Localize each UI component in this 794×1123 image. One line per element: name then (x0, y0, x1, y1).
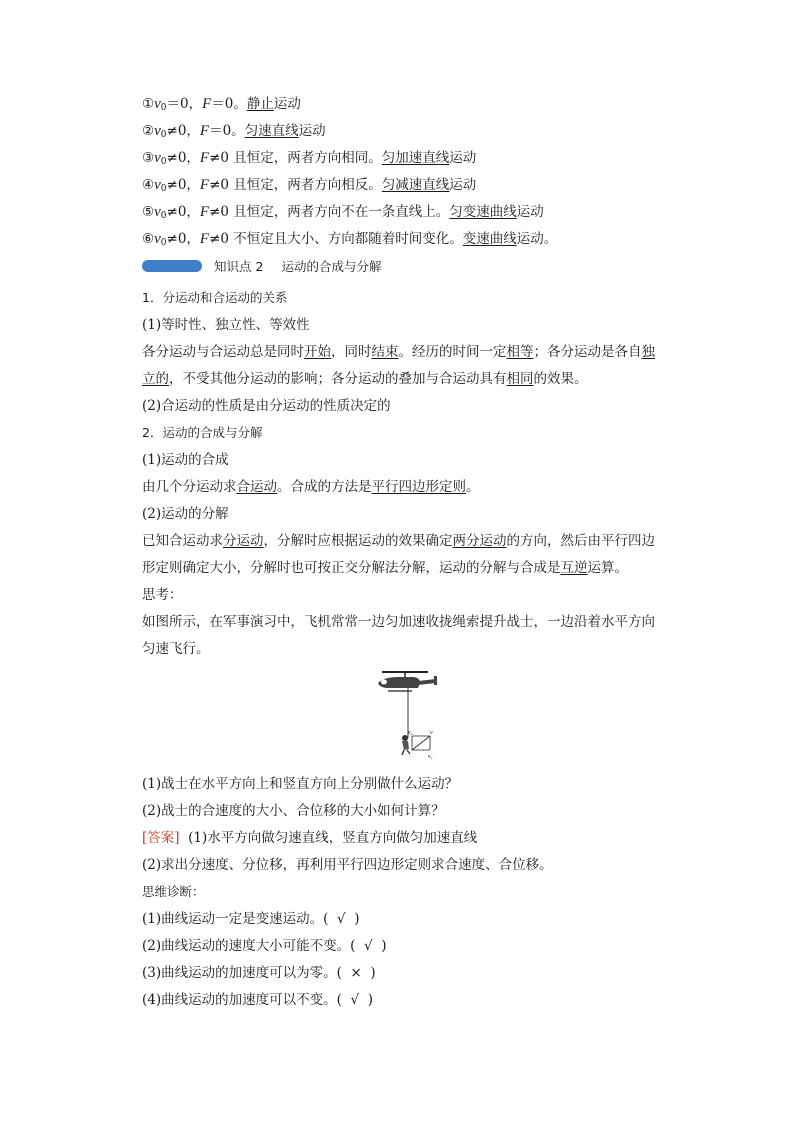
f-relation: ≠0 且恒定， (209, 204, 288, 220)
answer-underlined: 分运动 (223, 533, 264, 549)
check-mark: √ (363, 938, 373, 954)
condition-tail: 运动 (273, 96, 301, 112)
v-symbol: v (154, 231, 161, 247)
answer-underlined: 结束 (371, 344, 399, 360)
text: ，分解时应根据运动的效果确定 (263, 533, 453, 549)
paragraph-line (142, 340, 655, 364)
think-label: 思考： (142, 587, 183, 603)
question-2: (2)战士的合速度的大小、合位移的大小如何计算？ (142, 803, 445, 819)
answer-underlined: 匀减速直线 (381, 177, 450, 193)
v-relation: ≠0， (166, 150, 200, 166)
v-relation: ≠0， (166, 231, 200, 247)
f-symbol: F (199, 231, 210, 247)
condition-tail: 运动 (298, 123, 326, 139)
text: 已知合运动求 (142, 533, 223, 549)
text: 。 (466, 479, 480, 495)
answer-underlined: 互逆 (560, 560, 588, 576)
paragraph-line (142, 475, 480, 499)
answer-underlined: 匀加速直线 (381, 150, 450, 166)
section-heading-2: 2．运动的合成与分解 (142, 425, 263, 440)
answer-label: [答案] (142, 830, 180, 846)
text: ，同时 (331, 344, 372, 360)
text: (2)曲线运动的速度大小可能不变。( (142, 938, 356, 954)
text: 形定则确定大小，分解时也可按正交分解法分解，运动的分解与合成是 (142, 560, 561, 576)
answer-text: (1)水平方向做匀速直线，竖直方向做匀加速直线 (188, 830, 478, 846)
check-mark: √ (336, 911, 346, 927)
f-symbol: F (199, 123, 210, 139)
v-symbol: v (154, 177, 161, 193)
text: (3)曲线运动的加速度可以为零。( (142, 965, 342, 981)
v-subscript: 0 (160, 238, 167, 248)
answer-line (142, 826, 477, 850)
condition-line-6 (142, 227, 557, 251)
f-symbol: F (202, 96, 212, 112)
text: ) (354, 911, 360, 927)
list-marker: ⑤ (142, 204, 155, 220)
subheading: (2)运动的分解 (142, 506, 229, 522)
diagnosis-item (142, 907, 359, 931)
text: 。经历的时间一定 (398, 344, 507, 360)
v-subscript: 0 (160, 103, 167, 113)
list-marker: ② (142, 123, 155, 139)
condition-tail: 运动。 (516, 231, 558, 247)
paragraph-line: 匀速飞行。 (142, 641, 210, 657)
helicopter-soldier-figure (368, 666, 440, 764)
answer-underlined: 立的 (142, 371, 169, 387)
condition-text: 两者方向相同。 (287, 150, 382, 166)
f-relation: ≠0 且恒定， (209, 177, 288, 193)
v-symbol: v (154, 204, 161, 220)
diagnosis-item (142, 961, 376, 985)
condition-tail: 运动 (449, 150, 477, 166)
knowledge-point-bar (142, 260, 202, 272)
answer-underlined: 匀速直线 (244, 123, 299, 139)
answer-underlined: 独 (641, 344, 655, 360)
helicopter-icon (378, 672, 437, 691)
f-symbol: F (199, 150, 210, 166)
answer-underlined: 匀变速曲线 (449, 204, 517, 220)
v-relation: ≠0， (166, 204, 200, 220)
text: 的方向，然后由平行四边 (506, 533, 655, 549)
v-symbol: v (154, 150, 161, 166)
v-relation: ≠0， (166, 123, 200, 139)
text: ) (381, 938, 387, 954)
soldier-icon (402, 735, 410, 755)
cross-mark: × (350, 965, 362, 981)
answer-underlined: 两分运动 (452, 533, 507, 549)
text: 由几个分运动求 (142, 479, 237, 495)
condition-tail: 运动 (516, 204, 544, 220)
v-relation: ＝0， (166, 96, 203, 112)
knowledge-point-heading (214, 256, 381, 278)
text: 。合成的方法是 (277, 479, 372, 495)
subheading: (1)运动的合成 (142, 452, 229, 468)
text: ) (367, 992, 373, 1008)
answer-underlined: 相等 (506, 344, 534, 360)
label-v1: v₁ (428, 754, 433, 760)
check-mark: √ (350, 992, 360, 1008)
subheading: (1)等时性、独立性、等效性 (142, 317, 310, 333)
paragraph-line (142, 367, 588, 391)
text: ，不受其他分运动的影响；各分运动的叠加与合运动具有 (169, 371, 507, 387)
label-v2: v₂ (408, 730, 413, 736)
v-subscript: 0 (160, 130, 167, 140)
list-marker: ① (142, 96, 155, 112)
condition-line-2 (142, 119, 326, 143)
diagnosis-label: 思维诊断： (142, 884, 205, 899)
answer-underlined: 相同 (506, 371, 534, 387)
condition-text: 两者方向不在一条直线上。 (287, 204, 450, 220)
v-subscript: 0 (160, 184, 167, 194)
paragraph-line: 如图所示，在军事演习中，飞机常常一边匀加速收拢绳索提升战士，一边沿着水平方向 (142, 614, 655, 630)
condition-line-3 (142, 146, 476, 170)
f-symbol: F (199, 177, 210, 193)
f-relation: ≠0 不恒定且大小、方向都随着时间变化。 (209, 231, 463, 247)
diagnosis-item (142, 988, 373, 1012)
text: ) (370, 965, 376, 981)
condition-line-4 (142, 173, 476, 197)
text: 各分运动与合运动总是同时 (142, 344, 304, 360)
answer-underlined: 平行四边形定则 (371, 479, 466, 495)
label-v: v (430, 730, 433, 736)
v-subscript: 0 (160, 157, 167, 167)
text: 运算。 (587, 560, 628, 576)
velocity-diagram (408, 730, 433, 760)
answer-line: (2)求出分速度、分位移，再利用平行四边形定则求合速度、合位移。 (142, 857, 553, 873)
list-marker: ③ (142, 150, 155, 166)
v-symbol: v (154, 96, 161, 112)
condition-text: 两者方向相反。 (287, 177, 382, 193)
answer-underlined: 合运动 (236, 479, 277, 495)
v-symbol: v (154, 123, 161, 139)
text: 的效果。 (533, 371, 588, 387)
condition-line-5 (142, 200, 544, 224)
answer-underlined: 静止 (246, 96, 274, 112)
f-symbol: F (199, 204, 210, 220)
text: (1)曲线运动一定是变速运动。( (142, 911, 329, 927)
knowledge-point-label: 知识点 2 (214, 259, 264, 274)
f-relation: ＝0。 (209, 123, 245, 139)
paragraph-line (142, 529, 655, 553)
answer-underlined: 开始 (304, 344, 331, 360)
list-marker: ⑥ (142, 231, 155, 247)
knowledge-point-title: 运动的合成与分解 (281, 259, 382, 274)
v-subscript: 0 (160, 211, 167, 221)
f-relation: ＝0。 (211, 96, 247, 112)
condition-line-1 (142, 92, 301, 116)
answer-underlined: 变速曲线 (462, 231, 517, 247)
v-relation: ≠0， (166, 177, 200, 193)
list-marker: ④ (142, 177, 155, 193)
text: ；各分运动是各自 (533, 344, 642, 360)
paragraph-line (142, 556, 628, 580)
section-heading-1: 1．分运动和合运动的关系 (142, 290, 288, 305)
question-1: (1)战士在水平方向上和竖直方向上分别做什么运动？ (142, 776, 459, 792)
diagnosis-item (142, 934, 386, 958)
text: (4)曲线运动的加速度可以不变。( (142, 992, 342, 1008)
subheading: (2)合运动的性质是由分运动的性质决定的 (142, 398, 391, 414)
condition-tail: 运动 (449, 177, 477, 193)
f-relation: ≠0 且恒定， (209, 150, 288, 166)
